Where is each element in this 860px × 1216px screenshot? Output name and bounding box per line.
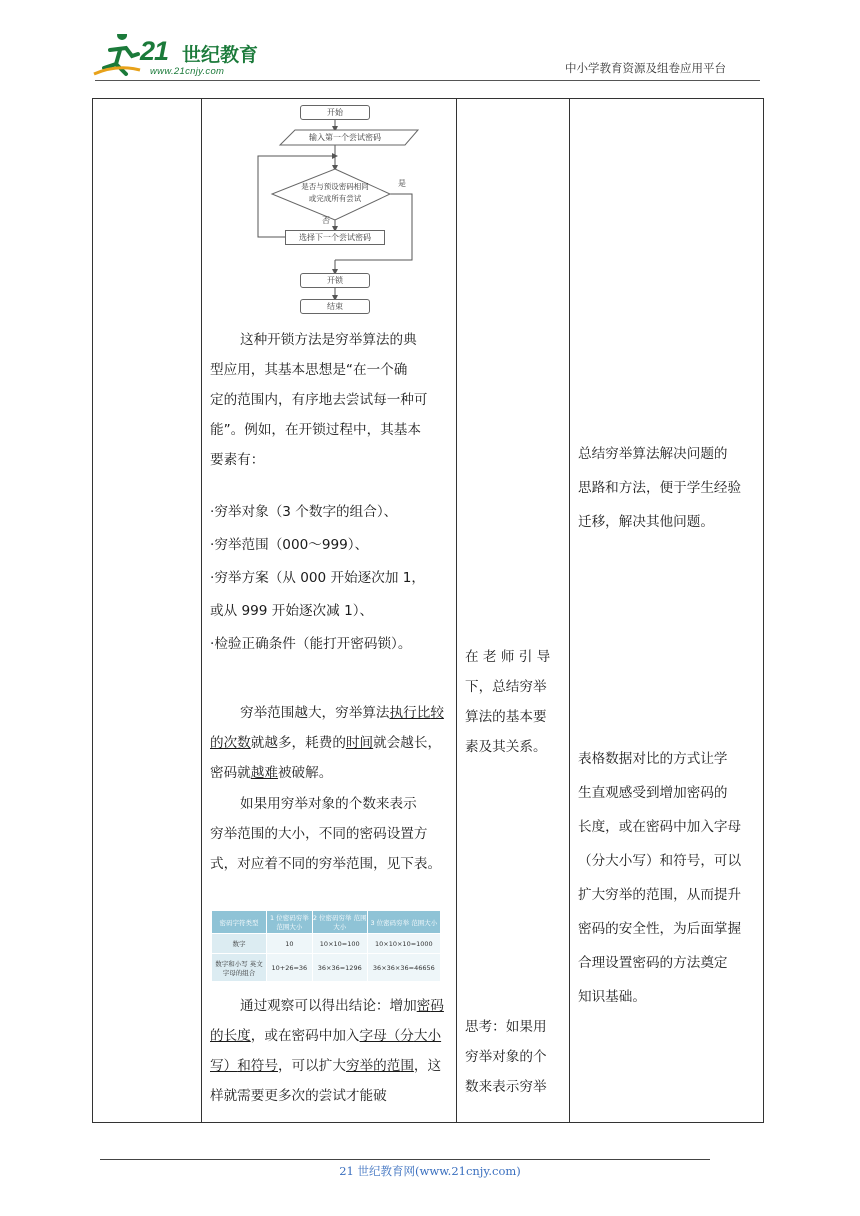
underlined-text: 码的长度 (210, 998, 444, 1044)
table-header-cell: 3 位密码穷举 范围大小 (367, 911, 440, 934)
underlined-text: 围 (400, 1058, 414, 1074)
flow-next: 选择下一个尝试密码 (285, 230, 385, 245)
text-line: 思考：如果用 (465, 1019, 547, 1035)
flow-end: 结束 (300, 299, 370, 314)
paragraph-table-intro (210, 789, 456, 879)
text-line: 型应用，其基本思想是“在一个确 (210, 362, 408, 378)
header-divider (95, 80, 760, 81)
text-line: 密码的安全性，为后面掌握 (578, 921, 742, 937)
table-row (212, 934, 441, 954)
paragraph-conclusion (210, 991, 450, 1111)
text-line: 穷举范围的大小，不同的密码设置方 (210, 826, 428, 842)
flow-start: 开始 (300, 105, 370, 120)
text-line: 能”。例如，在开锁过程中，其基本 (210, 422, 421, 438)
text-line: 素及其关系。 (465, 739, 547, 755)
flow-no-label: 否 (322, 216, 330, 225)
text-line: 数来表示穷举 (465, 1079, 547, 1095)
table-cell: 10×10=100 (312, 934, 367, 954)
underlined-text: 较的次数 (210, 705, 444, 751)
table-cell: 10×10×10=1000 (367, 934, 440, 954)
underlined-text: 执行比 (389, 705, 431, 721)
paragraph-definition (210, 325, 450, 475)
student-activity-think (465, 1012, 565, 1102)
intent-table-purpose (578, 742, 760, 1014)
element-list (210, 496, 454, 661)
paragraph-range (210, 698, 450, 788)
text-line: 在 老 师 引 导 (465, 649, 551, 665)
table-cell: 36×36=1296 (312, 954, 367, 982)
platform-title: 中小学教育资源及组卷应用平台 (565, 61, 726, 75)
text-line: 扩大穷举的范围，从而提升 (578, 887, 742, 903)
text-line: 合理设置密码的方法奠定 (578, 955, 728, 971)
column-divider-1 (201, 98, 202, 1123)
list-item: ·检验正确条件（能打开密码锁）。 (210, 636, 412, 652)
table-header-row (212, 911, 441, 934)
text-line: 总结穷举算法解决问题的 (578, 446, 728, 462)
table-row (212, 954, 441, 982)
text-line: 定的范围内，有序地去尝试每一种可 (210, 392, 428, 408)
table-cell: 36×36×36=46656 (367, 954, 440, 982)
table-header-cell: 密码字符类型 (212, 911, 267, 934)
table-cell: 10 (266, 934, 312, 954)
text-span: 就越多，耗费的 (250, 735, 346, 751)
underlined-text: 越难 (250, 765, 278, 781)
text-line: 式，对应着不同的穷举范围，见下表。 (210, 856, 442, 872)
underlined-text: 大小写） (210, 1028, 442, 1074)
table-cell: 数字和小写 英文字母的组合 (212, 954, 267, 982)
underlined-text: 时间 (345, 735, 374, 751)
student-activity-summary (465, 642, 565, 762)
text-span: ，或在密码中加入 (250, 1028, 360, 1044)
intent-summary (578, 437, 760, 539)
logo-url: www.21cnjy.com (150, 66, 225, 77)
column-divider-2 (456, 98, 457, 1123)
list-item: ·穷举对象（3 个数字的组合）、 (210, 504, 398, 520)
logo-mark: 21 (140, 36, 169, 66)
table-cell: 数字 (212, 934, 267, 954)
flow-decision-line2: 或完成所有尝试 (308, 194, 362, 203)
text-span: ，可以扩大 (277, 1058, 346, 1074)
runner-icon (92, 34, 142, 80)
logo-text: 世纪教育 (182, 44, 259, 66)
underlined-text: 字母（分 (359, 1028, 414, 1044)
underlined-text: 穷举的范 (345, 1058, 401, 1074)
text-line: （分大小写）和符号，可以 (578, 853, 742, 869)
text-line: 这种开锁方法是穷举算法的典 (240, 332, 417, 348)
flow-input: 输入第一个尝试密码 (309, 133, 381, 142)
footer-divider (100, 1159, 710, 1160)
text-span: 穷举范围越大，穷举算法 (240, 705, 390, 721)
text-line: 长度，或在密码中加入字母 (578, 819, 742, 835)
underlined-text: 和符号 (237, 1058, 278, 1074)
flow-decision (288, 181, 382, 205)
list-item: ·穷举方案（从 000 开始逐次加 1， (210, 570, 426, 586)
text-line: 算法的基本要 (465, 709, 547, 725)
unlock-flowchart (250, 102, 420, 320)
text-line: 要素有： (210, 452, 265, 468)
footer-link[interactable]: 21 世纪教育网(www.21cnjy.com) (339, 1164, 521, 1178)
text-span: 就会越 (373, 735, 414, 751)
text-line: 如果用穷举对象的个数来表示 (240, 796, 417, 812)
table-cell: 10+26=36 (266, 954, 312, 982)
password-range-table (211, 910, 441, 982)
list-item: 或从 999 开始逐次减 1）、 (210, 603, 374, 619)
underlined-text: 密 (416, 998, 431, 1014)
table-header-cell: 1 位密码穷举 范围大小 (266, 911, 312, 934)
table-header-cell: 2 位密码穷举 范围大小 (312, 911, 367, 934)
text-line: 生直观感受到增加密码的 (578, 785, 728, 801)
text-line: 下，总结穷举 (465, 679, 547, 695)
text-span: 长，密码就 (210, 735, 442, 781)
text-line: 思路和方法，便于学生经验 (578, 480, 742, 496)
text-line: 表格数据对比的方式让学 (578, 751, 728, 767)
text-span: 被破解。 (277, 765, 333, 781)
column-divider-3 (569, 98, 570, 1123)
text-line: 穷举对象的个 (465, 1049, 547, 1065)
text-span: 通过观察可以得出结论：增加 (240, 998, 417, 1014)
flow-unlock: 开锁 (300, 273, 370, 288)
flow-yes-label: 是 (398, 179, 406, 188)
text-line: 迁移，解决其他问题。 (578, 514, 714, 530)
text-line: 知识基础。 (578, 989, 646, 1005)
list-item: ·穷举范围（000～999）、 (210, 537, 369, 553)
flow-decision-line1: 是否与预设密码相同 (301, 182, 369, 191)
text-span: ，这样就需要更多次的尝试才能破 (210, 1058, 442, 1104)
